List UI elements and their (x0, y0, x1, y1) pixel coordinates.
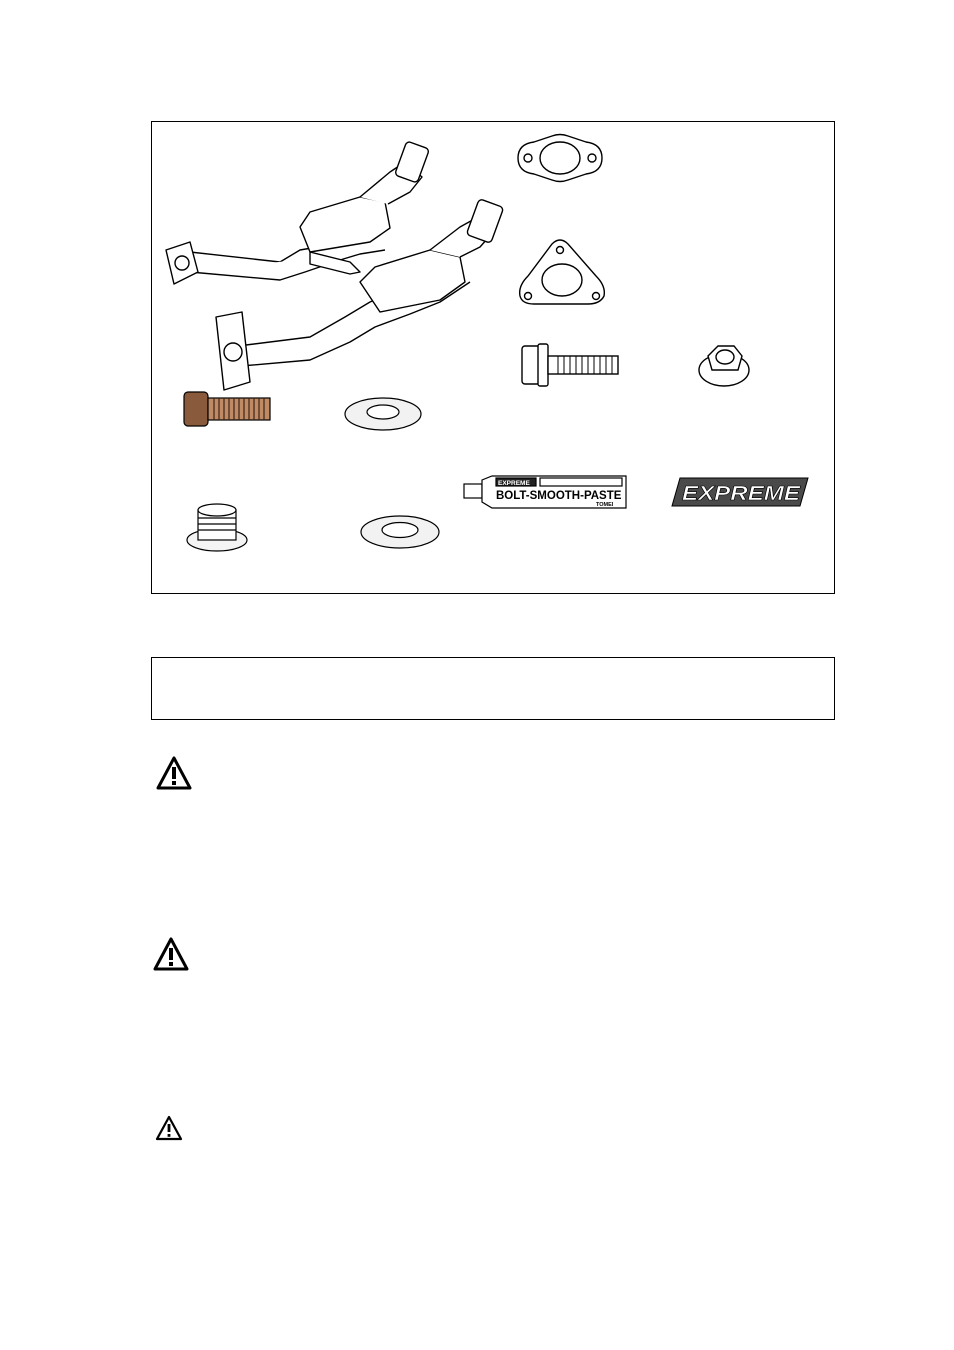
expreme-logo-icon (670, 476, 810, 508)
paste-tube-brand: EXPREME (498, 480, 530, 487)
paste-tube-maker: TOMEI (596, 502, 614, 508)
parts-panel (151, 121, 835, 594)
paste-tube-label: BOLT-SMOOTH-PASTE (496, 490, 622, 502)
flat-washer-large-icon (358, 512, 442, 552)
note-box (151, 657, 835, 720)
plug-icon (184, 502, 250, 554)
socket-bolt-icon (182, 388, 274, 430)
catalytic-pipe-icon (160, 132, 520, 392)
warning-icon (155, 1115, 183, 1141)
gasket-3-bolt-icon (514, 236, 610, 308)
expreme-logo-text: EXPREME (682, 483, 801, 505)
flat-washer-icon (342, 394, 424, 434)
warning-icon (152, 936, 190, 972)
flange-bolt-icon (518, 340, 622, 390)
warning-icon (155, 755, 193, 791)
gasket-2-bolt-icon (510, 130, 610, 186)
flange-nut-icon (696, 340, 752, 390)
paste-tube-icon (462, 472, 628, 514)
